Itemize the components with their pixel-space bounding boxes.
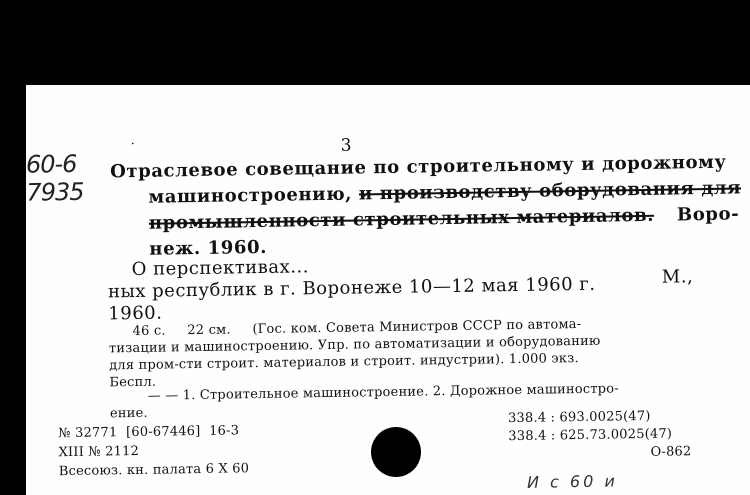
description-line-1: 46 с. 22 см. (Гос. ком. Совета Министров СССР по автома- [132,316,582,340]
description-line-4: Беспл. [109,374,157,391]
subtitle-line-1: О перспективах... [131,256,310,281]
title-line-2-struck: и производству оборудования для [358,177,742,205]
page-number: 3 [340,135,353,156]
classification-3: О-862 [650,444,692,460]
book-chamber: Всесоюз. кн. палата 6 X 60 [58,461,250,480]
handwritten-note-2: 7935 [26,177,84,207]
description-line-3: для пром-сти строит. материалов и строит. индустрии). 1.000 экз. [109,351,579,374]
card-punch-hole [371,427,421,477]
classification-1: 338.4 : 693.0025(47) [507,408,651,427]
classification-2: 338.4 : 625.73.0025(47) [508,426,673,445]
record-number: № 32771 [60-67446] 16-3 [58,423,240,442]
subtitle-line-2: ных республик в г. Воронеже 10—12 мая 1960 г. [107,273,596,303]
subtitle-place: М., [661,266,694,288]
catalog-card [26,85,750,495]
title-line-2-main: машиностроению, [148,183,353,208]
title-line-3-struck: промышленности строительных материалов. [148,204,655,234]
title-line-1: Отраслевое совещание по строительному и дорожному [109,151,727,183]
description-line-2: тизации и машиностроению. Упр. по автоматизации и оборудованию [108,333,601,357]
subjects-line-2: ение. [109,405,148,422]
volume-number: XIII № 2112 [58,443,140,461]
title-line-3-main: Воро- [676,203,740,226]
title-line-4: неж. 1960. [149,236,268,260]
bottom-stamp: И с 60 и [526,471,618,492]
subtitle-line-3: 1960. [108,302,163,325]
title-line-3 [149,203,740,233]
title-line-2 [148,177,741,207]
card-mark: · [130,136,136,153]
handwritten-note-1: 60-6 [26,149,77,179]
subjects-line-1: — — 1. Строительное машиностроение. 2. Дорожное машиностро- [147,381,619,404]
